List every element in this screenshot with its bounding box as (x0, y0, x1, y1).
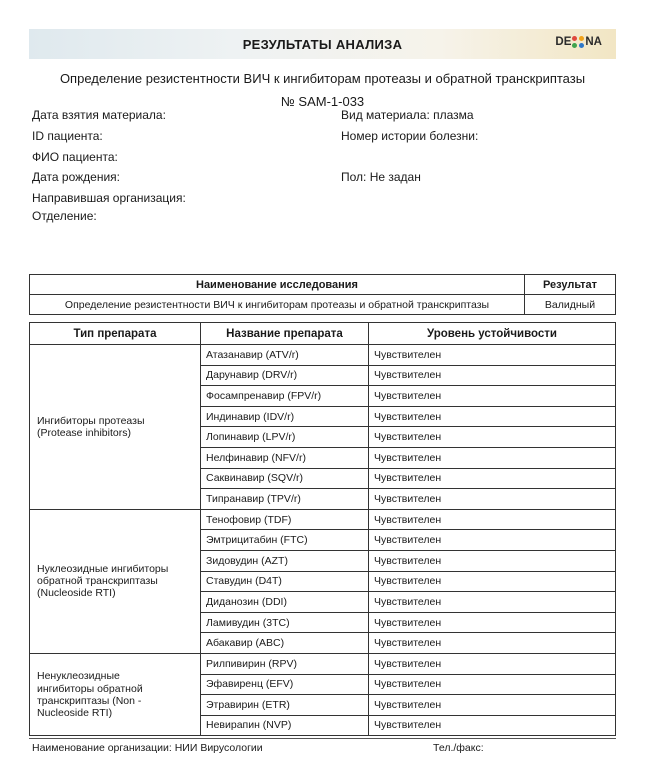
drug-name-cell: Типранавир (TPV/r) (201, 489, 369, 510)
field-department: Отделение: (32, 209, 97, 223)
field-birth-date: Дата рождения: (32, 170, 120, 184)
drug-name-cell: Тенофовир (TDF) (201, 509, 369, 530)
resistance-level-cell: Чувствителен (369, 674, 616, 695)
logo-flower-icon (572, 36, 584, 48)
drug-name-cell: Диданозин (DDI) (201, 592, 369, 613)
drug-name-cell: Рилпивирин (RPV) (201, 653, 369, 674)
field-sex: Пол: Не задан (341, 170, 421, 184)
resistance-level-cell: Чувствителен (369, 447, 616, 468)
table-row (30, 653, 616, 674)
table-row (30, 345, 616, 366)
field-case-history: Номер истории болезни: (341, 129, 479, 143)
resistance-level-cell: Чувствителен (369, 633, 616, 654)
resistance-level-cell: Чувствителен (369, 571, 616, 592)
resistance-level-cell: Чувствителен (369, 345, 616, 366)
summary-col-result: Результат (525, 275, 616, 295)
resistance-level-cell: Чувствителен (369, 386, 616, 407)
drug-name-cell: Фосампренавир (FPV/r) (201, 386, 369, 407)
summary-row (30, 295, 616, 315)
drug-type-cell: Ненуклеозидные ингибиторы обратной транскриптазы (Non - Nucleoside RTI) (30, 653, 201, 735)
footer-organization: Наименование организации: НИИ Вирусологии (32, 742, 263, 754)
drug-name-cell: Индинавир (IDV/r) (201, 406, 369, 427)
col-resistance-level: Уровень устойчивости (369, 323, 616, 345)
resistance-level-cell: Чувствителен (369, 715, 616, 736)
resistance-level-cell: Чувствителен (369, 612, 616, 633)
summary-header-row (30, 275, 616, 295)
resistance-table (29, 322, 616, 736)
field-material-type: Вид материала: плазма (341, 108, 474, 122)
resistance-level-cell: Чувствителен (369, 509, 616, 530)
drug-name-cell: Ламивудин (3TC) (201, 612, 369, 633)
sample-number: № SAM-1-033 (280, 94, 365, 106)
col-drug-name: Название препарата (201, 323, 369, 345)
drug-name-cell: Этравирин (ETR) (201, 695, 369, 716)
drug-name-cell: Абакавир (ABC) (201, 633, 369, 654)
resistance-level-cell: Чувствителен (369, 653, 616, 674)
resistance-level-cell: Чувствителен (369, 592, 616, 613)
drug-type-cell: Ингибиторы протеазы (Protease inhibitors) (30, 345, 201, 510)
drug-name-cell: Зидовудин (AZT) (201, 550, 369, 571)
drug-name-cell: Саквинавир (SQV/r) (201, 468, 369, 489)
col-drug-type: Тип препарата (30, 323, 201, 345)
field-referring-org: Направившая организация: (32, 191, 186, 205)
summary-test-name: Определение резистентности ВИЧ к ингибиторам протеазы и обратной транскриптазы (30, 295, 525, 315)
summary-table (29, 274, 616, 315)
resistance-level-cell: Чувствителен (369, 489, 616, 510)
analysis-heading: Определение резистентности ВИЧ к ингибиторам протеазы и обратной транскриптазы (59, 71, 586, 86)
footer-divider (29, 738, 616, 739)
resistance-table-body (30, 345, 616, 736)
report-title: РЕЗУЛЬТАТЫ АНАЛИЗА (242, 37, 403, 52)
logo-text-left: DE (555, 36, 572, 48)
resistance-level-cell: Чувствителен (369, 695, 616, 716)
resistance-header-row (30, 323, 616, 345)
footer-phone-fax: Тел./факс: (433, 742, 484, 754)
resistance-level-cell: Чувствителен (369, 365, 616, 386)
resistance-level-cell: Чувствителен (369, 468, 616, 489)
drug-name-cell: Ставудин (D4T) (201, 571, 369, 592)
drug-name-cell: Лопинавир (LPV/r) (201, 427, 369, 448)
drug-name-cell: Эфавиренц (EFV) (201, 674, 369, 695)
field-patient-name: ФИО пациента: (32, 150, 118, 164)
field-sample-date: Дата взятия материала: (32, 108, 166, 122)
resistance-level-cell: Чувствителен (369, 427, 616, 448)
drug-name-cell: Эмтрицитабин (FTC) (201, 530, 369, 551)
resistance-level-cell: Чувствителен (369, 550, 616, 571)
drug-name-cell: Невирапин (NVP) (201, 715, 369, 736)
summary-result: Валидный (525, 295, 616, 315)
drug-name-cell: Нелфинавир (NFV/r) (201, 447, 369, 468)
resistance-level-cell: Чувствителен (369, 530, 616, 551)
drug-name-cell: Атазанавир (ATV/r) (201, 345, 369, 366)
resistance-level-cell: Чувствителен (369, 406, 616, 427)
logo-text-right: NA (585, 36, 602, 48)
company-logo (555, 36, 602, 48)
drug-name-cell: Дарунавир (DRV/r) (201, 365, 369, 386)
drug-type-cell: Нуклеозидные ингибиторы обратной транскриптазы (Nucleoside RTI) (30, 509, 201, 653)
table-row (30, 509, 616, 530)
report-header-band (29, 29, 616, 59)
summary-col-test: Наименование исследования (30, 275, 525, 295)
field-patient-id: ID пациента: (32, 129, 103, 143)
